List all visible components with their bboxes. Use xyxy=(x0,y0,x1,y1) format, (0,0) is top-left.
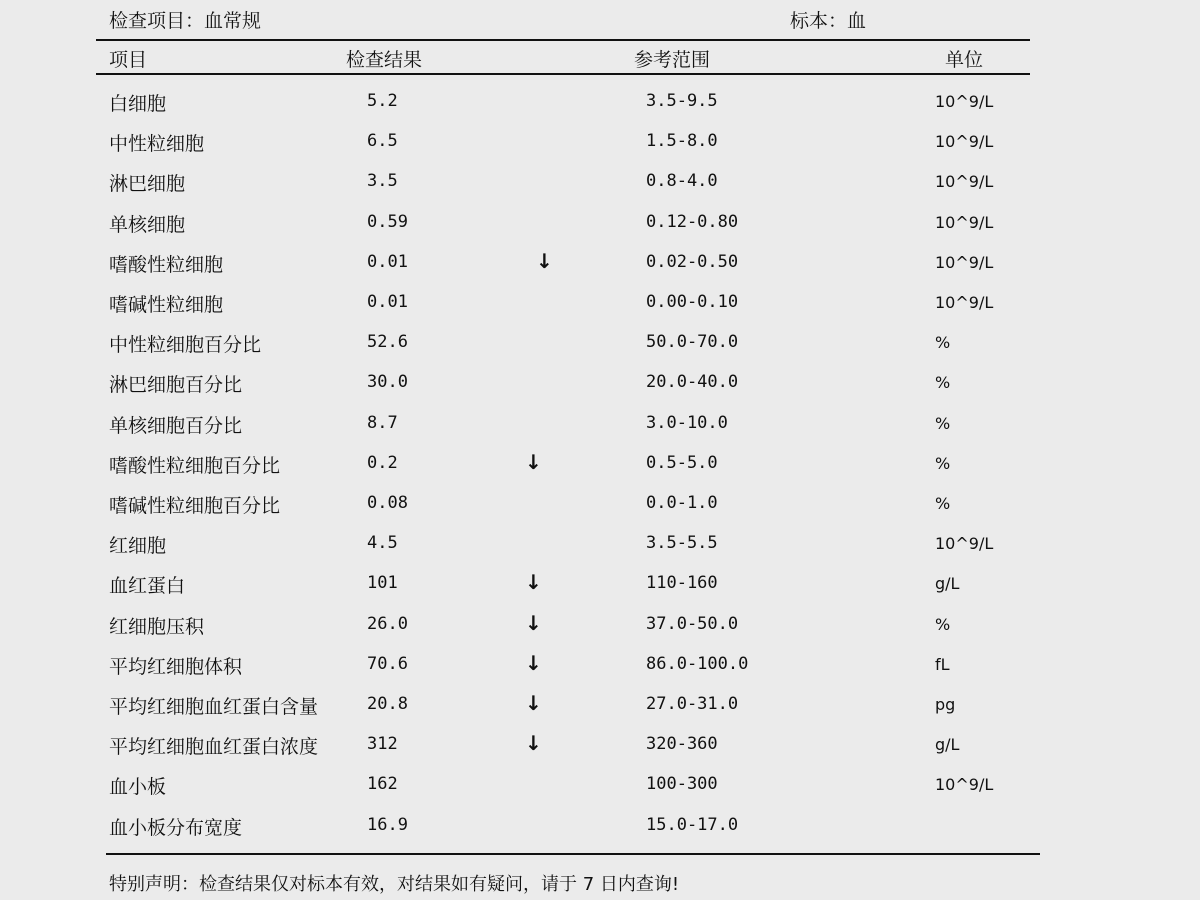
item-name: 血小板 xyxy=(109,776,167,799)
table-row xyxy=(0,732,1200,772)
low-flag-arrow-icon: ↓ xyxy=(525,731,542,756)
table-row xyxy=(0,491,1200,531)
header-rule xyxy=(96,73,1030,75)
reference-range: 27.0-31.0 xyxy=(646,694,739,714)
result-value: 312 xyxy=(367,734,398,755)
result-value: 0.59 xyxy=(367,211,408,232)
reference-range: 1.5-8.0 xyxy=(646,131,718,152)
result-value: 0.01 xyxy=(367,251,408,272)
unit-label: 10^9/L xyxy=(935,293,994,312)
col-header-result: 检查结果 xyxy=(346,49,423,71)
reference-range: 110-160 xyxy=(646,573,718,594)
result-value: 5.2 xyxy=(367,91,398,111)
table-row xyxy=(0,129,1200,169)
result-value: 101 xyxy=(367,573,398,594)
table-row xyxy=(0,411,1200,451)
low-flag-arrow-icon: ↓ xyxy=(525,449,542,474)
item-name: 白细胞 xyxy=(109,93,167,115)
unit-label: 10^9/L xyxy=(935,172,994,192)
item-name: 红细胞压积 xyxy=(109,615,205,638)
reference-range: 320-360 xyxy=(646,734,718,755)
result-value: 6.5 xyxy=(367,131,398,152)
table-row xyxy=(0,813,1200,853)
unit-label: % xyxy=(935,494,951,513)
col-header-range: 参考范围 xyxy=(634,49,711,71)
result-value: 0.01 xyxy=(367,292,408,312)
result-value: 16.9 xyxy=(367,814,408,835)
result-value: 0.08 xyxy=(367,493,408,513)
reference-range: 0.02-0.50 xyxy=(646,251,739,272)
result-value: 26.0 xyxy=(367,613,408,634)
low-flag-arrow-icon: ↓ xyxy=(525,570,542,595)
unit-label: 10^9/L xyxy=(935,252,994,272)
unit-label: pg xyxy=(935,695,956,714)
result-value: 70.6 xyxy=(367,653,408,674)
item-name: 中性粒细胞 xyxy=(109,133,205,156)
item-name: 淋巴细胞百分比 xyxy=(109,374,243,397)
footer-notice: 特别声明：检查结果仅对标本有效，对结果如有疑问，请于 7 日内查询! xyxy=(109,874,680,895)
result-value: 0.2 xyxy=(367,452,398,473)
table-row xyxy=(0,169,1200,209)
result-value: 4.5 xyxy=(367,533,398,554)
specimen-label: 标本：血 xyxy=(790,10,867,32)
item-name: 嗜酸性粒细胞百分比 xyxy=(109,454,281,477)
item-name: 单核细胞百分比 xyxy=(109,414,243,437)
table-row xyxy=(0,652,1200,692)
result-value: 52.6 xyxy=(367,332,408,353)
low-flag-arrow-icon: ↓ xyxy=(525,691,542,715)
unit-label: fL xyxy=(935,654,950,674)
table-row xyxy=(0,612,1200,652)
reference-range: 0.0-1.0 xyxy=(646,493,718,513)
col-header-item: 项目 xyxy=(109,49,148,71)
unit-label: % xyxy=(935,614,951,634)
reference-range: 37.0-50.0 xyxy=(646,613,739,634)
reference-range: 50.0-70.0 xyxy=(646,332,739,353)
unit-label: % xyxy=(935,373,951,393)
reference-range: 100-300 xyxy=(646,774,718,795)
item-name: 嗜碱性粒细胞 xyxy=(109,294,224,316)
unit-label: % xyxy=(935,333,951,353)
table-row xyxy=(0,330,1200,370)
reference-range: 0.12-0.80 xyxy=(646,211,739,232)
item-name: 平均红细胞血红蛋白含量 xyxy=(109,696,319,718)
table-row xyxy=(0,210,1200,250)
low-flag-arrow-icon: ↓ xyxy=(536,248,553,273)
unit-label: 10^9/L xyxy=(935,534,994,554)
reference-range: 0.8-4.0 xyxy=(646,171,718,192)
reference-range: 15.0-17.0 xyxy=(646,814,739,835)
unit-label: g/L xyxy=(935,574,960,594)
unit-label: 10^9/L xyxy=(935,132,994,152)
table-row xyxy=(0,571,1200,611)
table-row xyxy=(0,531,1200,571)
item-name: 嗜碱性粒细胞百分比 xyxy=(109,495,281,517)
exam-item-label: 检查项目：血常规 xyxy=(109,10,262,32)
unit-label: 10^9/L xyxy=(935,775,994,795)
item-name: 淋巴细胞 xyxy=(109,173,186,196)
result-value: 30.0 xyxy=(367,372,408,393)
unit-label: 10^9/L xyxy=(935,212,994,232)
reference-range: 0.5-5.0 xyxy=(646,452,718,473)
result-value: 20.8 xyxy=(367,694,408,714)
item-name: 平均红细胞体积 xyxy=(109,655,243,678)
table-row xyxy=(0,290,1200,330)
reference-range: 3.5-5.5 xyxy=(646,533,718,554)
item-name: 单核细胞 xyxy=(109,213,186,236)
table-row xyxy=(0,250,1200,290)
item-name: 嗜酸性粒细胞 xyxy=(109,253,224,276)
result-value: 8.7 xyxy=(367,412,398,433)
unit-label: g/L xyxy=(935,735,960,755)
table-row xyxy=(0,692,1200,732)
table-row xyxy=(0,451,1200,491)
unit-label: 10^9/L xyxy=(935,92,994,111)
item-name: 平均红细胞血红蛋白浓度 xyxy=(109,736,319,759)
table-row xyxy=(0,370,1200,410)
low-flag-arrow-icon: ↓ xyxy=(525,610,542,635)
item-name: 红细胞 xyxy=(109,535,167,558)
item-name: 血红蛋白 xyxy=(109,575,186,598)
unit-label: % xyxy=(935,413,951,433)
col-header-unit: 单位 xyxy=(945,49,984,71)
bottom-rule xyxy=(106,853,1040,855)
reference-range: 86.0-100.0 xyxy=(646,653,749,674)
reference-range: 3.0-10.0 xyxy=(646,412,728,433)
result-value: 3.5 xyxy=(367,171,398,192)
reference-range: 20.0-40.0 xyxy=(646,372,739,393)
table-row xyxy=(0,89,1200,129)
top-rule xyxy=(96,39,1030,41)
result-value: 162 xyxy=(367,774,398,795)
item-name: 血小板分布宽度 xyxy=(109,816,243,839)
low-flag-arrow-icon: ↓ xyxy=(525,650,542,675)
unit-label: % xyxy=(935,453,951,473)
reference-range: 3.5-9.5 xyxy=(646,91,718,111)
table-row xyxy=(0,772,1200,812)
item-name: 中性粒细胞百分比 xyxy=(109,334,262,357)
reference-range: 0.00-0.10 xyxy=(646,292,739,312)
